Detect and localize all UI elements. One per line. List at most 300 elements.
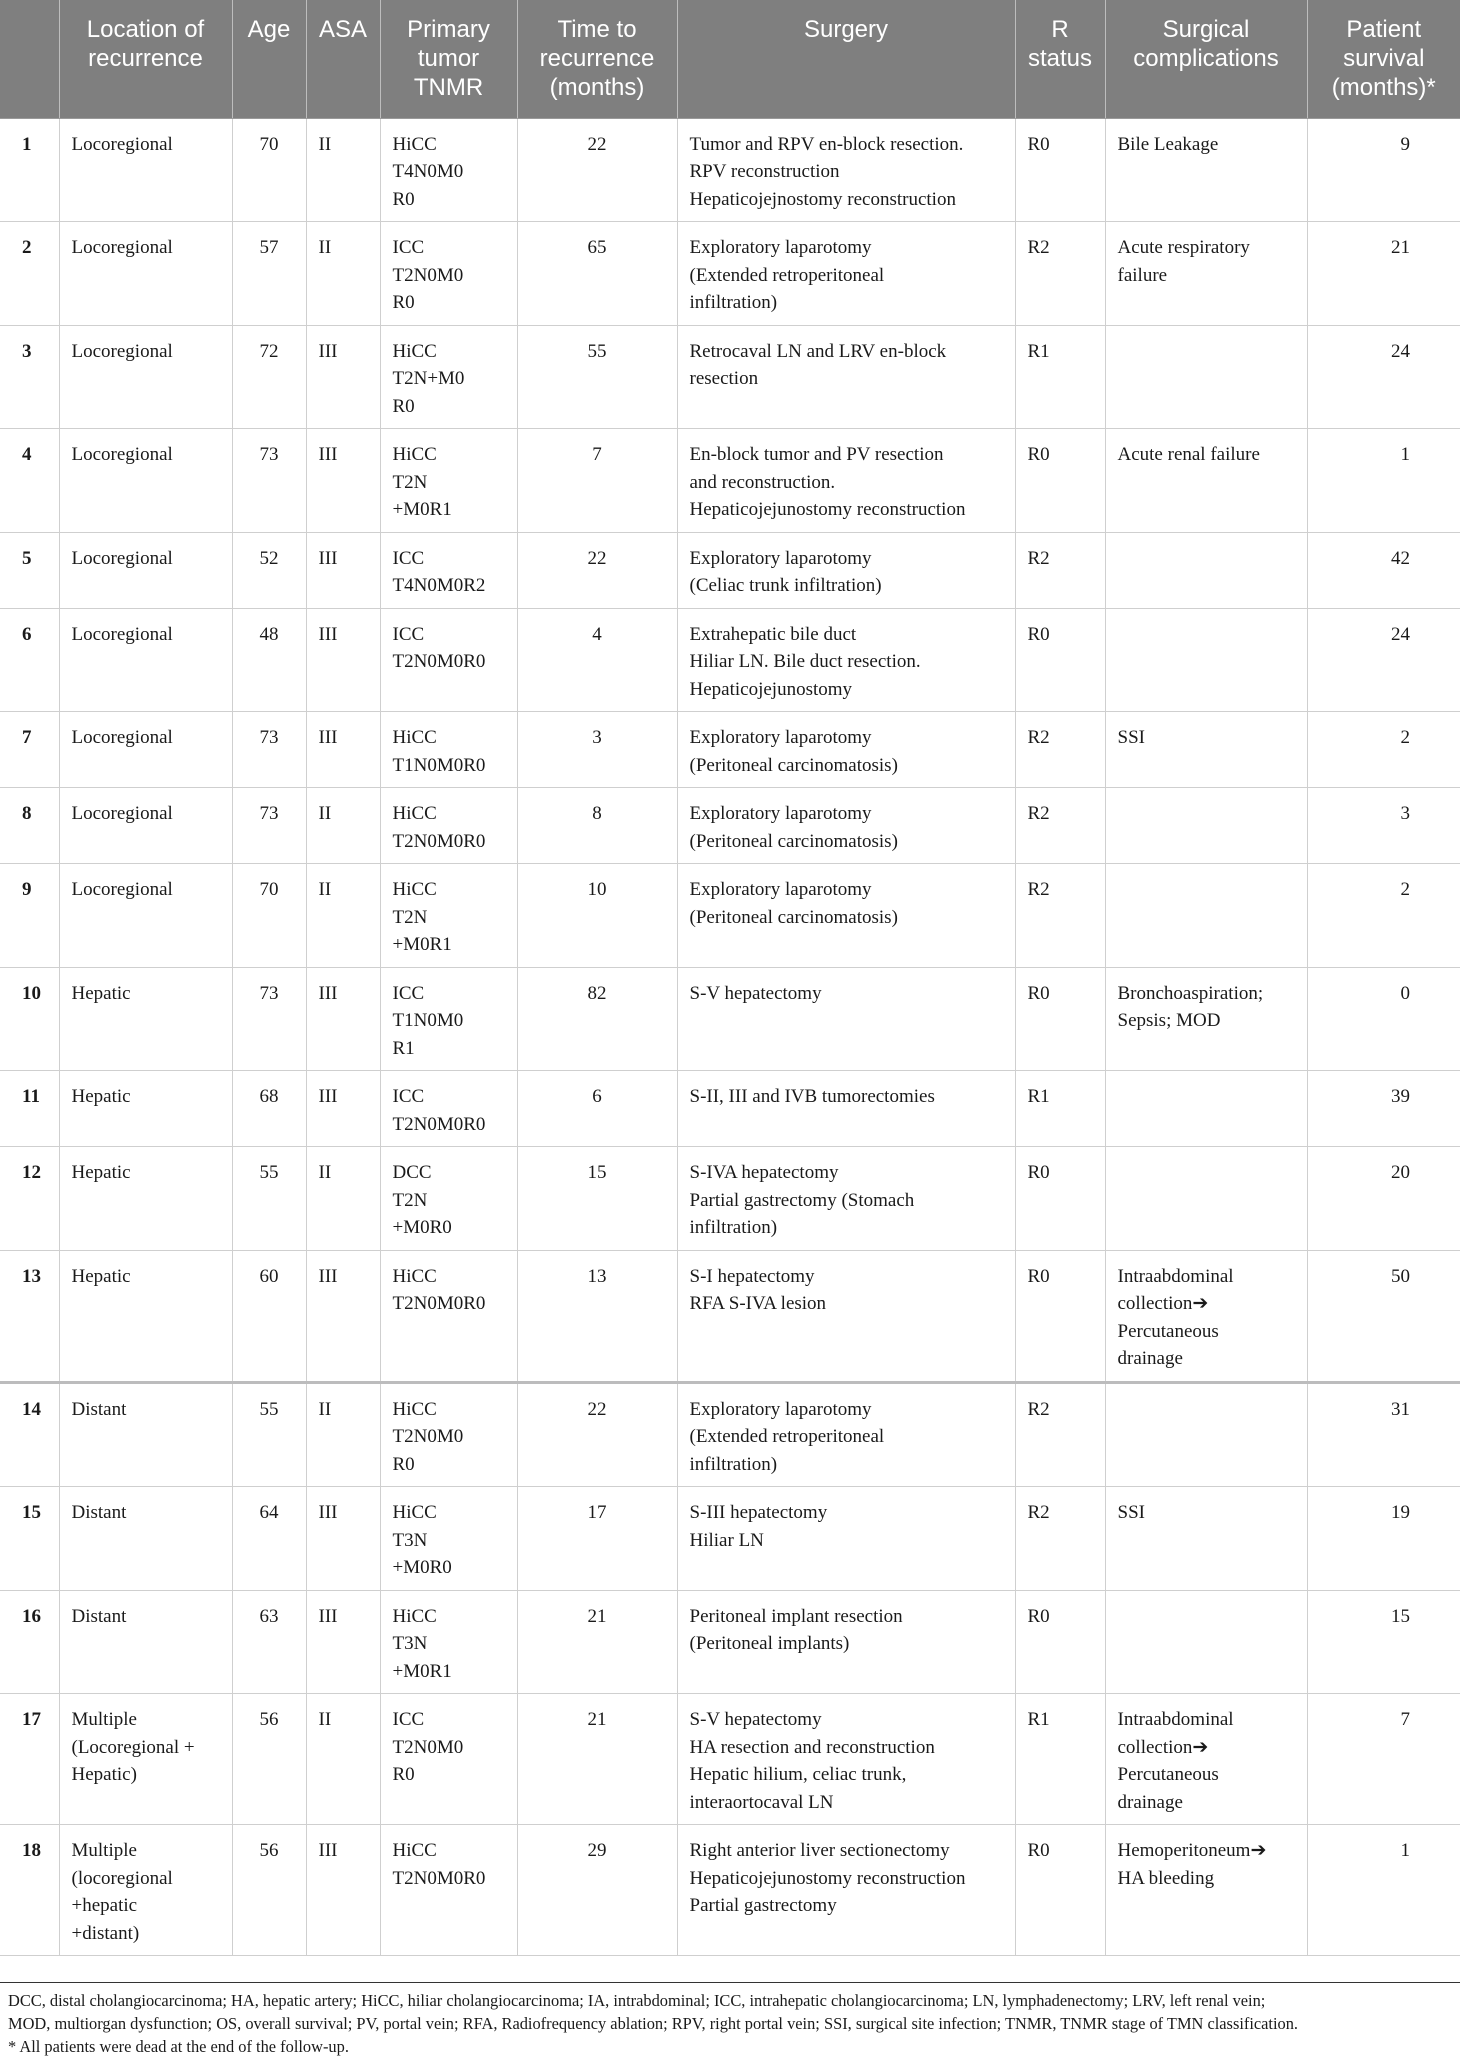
cell-survival: 50: [1307, 1250, 1460, 1382]
cell-age: 60: [232, 1250, 306, 1382]
cell-time-to-recurrence: 3: [517, 712, 677, 788]
cell-time-to-recurrence: 15: [517, 1147, 677, 1251]
cell-complications: [1105, 222, 1307, 326]
cell-asa: II: [306, 864, 380, 968]
cell-tnmr-line: HiCC: [392, 133, 437, 155]
cell-surgery: [677, 1250, 1015, 1382]
cell-location: [59, 712, 232, 788]
table-row: [0, 325, 1460, 429]
cell-location: [59, 864, 232, 968]
cell-surgery-line: Retrocaval LN and LRV en-block: [689, 340, 947, 362]
cell-tnmr-line: T2N0M0R0: [392, 830, 486, 852]
table-row: [0, 532, 1460, 608]
cell-location-line: Distant: [71, 1502, 127, 1523]
cell-time-to-recurrence: 7: [517, 429, 677, 533]
cell-surgery-line: Exploratory laparotomy: [689, 879, 872, 900]
table-row: [0, 1382, 1460, 1487]
cell-surgery: [677, 967, 1015, 1071]
table-row: [0, 429, 1460, 533]
cell-surgery-line: S-V hepatectomy: [689, 1709, 822, 1730]
cell-surgery-line: Tumor and RPV en-block resection.: [689, 133, 964, 155]
cell-complications-line: Hemoperitoneum➔: [1117, 1840, 1267, 1861]
cell-tnmr: [380, 712, 517, 788]
cell-row-number: 16: [0, 1590, 59, 1694]
cell-surgery-line: and reconstruction.: [689, 471, 836, 493]
cell-survival: 21: [1307, 222, 1460, 326]
cell-complications-line: Acute renal failure: [1117, 444, 1260, 465]
cell-surgery: [677, 1147, 1015, 1251]
cell-tnmr-line: HiCC: [392, 879, 437, 900]
cell-location-line: Locoregional: [71, 623, 173, 645]
cell-r-status: R2: [1015, 532, 1105, 608]
cell-surgery-line: infiltration): [689, 1217, 778, 1238]
cell-age: 73: [232, 967, 306, 1071]
cell-age: 72: [232, 325, 306, 429]
cell-asa: II: [306, 1694, 380, 1825]
cell-r-status: R2: [1015, 864, 1105, 968]
cell-location: [59, 1590, 232, 1694]
cell-location: [59, 608, 232, 712]
cell-row-number: 4: [0, 429, 59, 533]
cell-tnmr-line: T2N: [392, 906, 428, 928]
cell-tnmr: [380, 325, 517, 429]
cell-surgery-line: (Extended retroperitoneal: [689, 1426, 885, 1447]
cell-surgery-line: (Extended retroperitoneal: [689, 264, 885, 286]
cell-complications-line: collection➔: [1117, 1293, 1209, 1314]
cell-age: 48: [232, 608, 306, 712]
table-row: [0, 1071, 1460, 1147]
cell-tnmr-line: T2N0M0: [392, 1736, 464, 1758]
table-row: [0, 222, 1460, 326]
cell-asa: II: [306, 1147, 380, 1251]
cell-surgery-line: Hepaticojejunostomy: [689, 678, 853, 700]
cell-tnmr-line: T2N0M0: [392, 264, 464, 286]
cell-time-to-recurrence: 4: [517, 608, 677, 712]
cell-tnmr-line: +M0R1: [392, 1660, 452, 1682]
cell-tnmr: [380, 1694, 517, 1825]
table-row: [0, 1250, 1460, 1382]
cell-r-status: R1: [1015, 1694, 1105, 1825]
cell-location-line: Hepatic: [71, 1162, 131, 1183]
cell-surgery-line: (Peritoneal carcinomatosis): [689, 830, 898, 852]
cell-location-line: (Locoregional +: [71, 1736, 195, 1758]
cell-time-to-recurrence: 17: [517, 1487, 677, 1591]
cell-tnmr: [380, 788, 517, 864]
cell-r-status: R0: [1015, 608, 1105, 712]
cell-row-number: 8: [0, 788, 59, 864]
cell-survival: 24: [1307, 608, 1460, 712]
cell-r-status: R1: [1015, 325, 1105, 429]
cell-surgery-line: Hiliar LN. Bile duct resection.: [689, 651, 921, 672]
header-age: Age: [232, 0, 306, 118]
cell-location-line: Hepatic: [71, 1086, 131, 1107]
cell-location-line: +distant): [71, 1922, 140, 1944]
cell-location-line: Locoregional: [71, 803, 173, 824]
cell-surgery-line: S-IVA hepatectomy: [689, 1162, 839, 1183]
cell-asa: II: [306, 1382, 380, 1487]
cell-location-line: Locoregional: [71, 879, 173, 900]
cell-tnmr-line: T2N: [392, 471, 428, 493]
cell-tnmr-line: HiCC: [392, 1502, 437, 1523]
cell-complications: [1105, 1250, 1307, 1382]
cell-row-number: 2: [0, 222, 59, 326]
cell-complications: [1105, 1590, 1307, 1694]
header-row: [0, 0, 1460, 118]
cell-complications-line: Intraabdominal: [1117, 1709, 1234, 1730]
cell-tnmr: [380, 1147, 517, 1251]
cell-time-to-recurrence: 82: [517, 967, 677, 1071]
header-survival: Patient survival (months)*: [1307, 0, 1460, 118]
table-row: [0, 864, 1460, 968]
cell-tnmr-line: T2N0M0R0: [392, 1113, 486, 1135]
cell-time-to-recurrence: 13: [517, 1250, 677, 1382]
cell-complications: [1105, 1382, 1307, 1487]
cell-location: [59, 1825, 232, 1956]
cell-complications: [1105, 1825, 1307, 1956]
cell-row-number: 6: [0, 608, 59, 712]
cell-row-number: 3: [0, 325, 59, 429]
cell-complications: [1105, 864, 1307, 968]
cell-surgery: [677, 1590, 1015, 1694]
cell-location-line: Multiple: [71, 1840, 137, 1861]
cell-tnmr-line: T4N0M0: [392, 161, 464, 182]
cell-surgery: [677, 608, 1015, 712]
cell-surgery-line: HA resection and reconstruction: [689, 1736, 935, 1758]
cell-surgery-line: (Celiac trunk infiltration): [689, 575, 882, 596]
cell-tnmr-line: T4N0M0R2: [392, 575, 486, 596]
cell-location-line: Multiple: [71, 1709, 137, 1730]
cell-tnmr-line: ICC: [392, 982, 425, 1004]
cell-time-to-recurrence: 22: [517, 118, 677, 222]
cell-survival: 7: [1307, 1694, 1460, 1825]
cell-tnmr-line: T3N: [392, 1529, 428, 1551]
cell-surgery: [677, 1071, 1015, 1147]
cell-survival: 2: [1307, 864, 1460, 968]
table-row: [0, 1825, 1460, 1956]
cell-location-line: Hepatic: [71, 982, 131, 1004]
cell-r-status: R2: [1015, 1487, 1105, 1591]
cell-tnmr-line: HiCC: [392, 1840, 437, 1861]
cell-row-number: 13: [0, 1250, 59, 1382]
cell-tnmr-line: R0: [392, 292, 415, 313]
cell-time-to-recurrence: 21: [517, 1694, 677, 1825]
cell-complications-line: Intraabdominal: [1117, 1265, 1234, 1287]
cell-location-line: Locoregional: [71, 727, 173, 748]
cell-surgery-line: RFA S-IVA lesion: [689, 1293, 827, 1314]
cell-row-number: 7: [0, 712, 59, 788]
cell-location-line: Distant: [71, 1605, 127, 1627]
cell-tnmr: [380, 1825, 517, 1956]
cell-r-status: R0: [1015, 1250, 1105, 1382]
cell-surgery-line: Hepaticojejnostomy reconstruction: [689, 188, 956, 210]
cell-survival: 9: [1307, 118, 1460, 222]
cell-location: [59, 429, 232, 533]
cell-row-number: 1: [0, 118, 59, 222]
table-row: [0, 1694, 1460, 1825]
cell-row-number: 5: [0, 532, 59, 608]
cell-location-line: Distant: [71, 1398, 127, 1420]
cell-location-line: Locoregional: [71, 133, 173, 155]
cell-asa: III: [306, 967, 380, 1071]
cell-complications-line: drainage: [1117, 1348, 1183, 1369]
cell-survival: 1: [1307, 1825, 1460, 1956]
cell-complications: [1105, 608, 1307, 712]
cell-age: 73: [232, 712, 306, 788]
cell-tnmr-line: HiCC: [392, 803, 437, 824]
header-index: [0, 0, 59, 118]
cell-complications-line: SSI: [1117, 727, 1145, 748]
cell-r-status: R0: [1015, 1590, 1105, 1694]
cell-survival: 0: [1307, 967, 1460, 1071]
cell-location-line: Locoregional: [71, 444, 173, 465]
cell-location-line: +hepatic: [71, 1895, 138, 1916]
table-row: [0, 967, 1460, 1071]
cell-surgery-line: Exploratory laparotomy: [689, 1398, 872, 1420]
cell-r-status: R0: [1015, 429, 1105, 533]
cell-surgery: [677, 1382, 1015, 1487]
cell-tnmr-line: T2N0M0R0: [392, 651, 486, 672]
cell-survival: 2: [1307, 712, 1460, 788]
cell-surgery-line: RPV reconstruction: [689, 161, 840, 182]
cell-location-line: Locoregional: [71, 237, 173, 258]
cell-tnmr-line: HiCC: [392, 340, 437, 362]
cell-tnmr-line: T2N0M0: [392, 1426, 464, 1447]
header-complications: Surgical complications: [1105, 0, 1307, 118]
cell-age: 68: [232, 1071, 306, 1147]
cell-tnmr-line: HiCC: [392, 1265, 437, 1287]
cell-survival: 42: [1307, 532, 1460, 608]
table-row: [0, 608, 1460, 712]
cell-tnmr-line: T2N+M0: [392, 368, 465, 389]
cell-complications-line: SSI: [1117, 1502, 1145, 1523]
cell-survival: 3: [1307, 788, 1460, 864]
cell-location: [59, 1250, 232, 1382]
cell-surgery-line: infiltration): [689, 1453, 778, 1475]
cell-complications: [1105, 1071, 1307, 1147]
cell-tnmr-line: R0: [392, 188, 415, 210]
cell-survival: 31: [1307, 1382, 1460, 1487]
cell-surgery-line: interaortocaval LN: [689, 1791, 834, 1813]
cell-complications: [1105, 967, 1307, 1071]
cell-time-to-recurrence: 8: [517, 788, 677, 864]
cell-surgery-line: S-I hepatectomy: [689, 1265, 815, 1287]
cell-age: 55: [232, 1147, 306, 1251]
table-footnote: [0, 1982, 1460, 2058]
cell-surgery: [677, 325, 1015, 429]
cell-location-line: (locoregional: [71, 1867, 173, 1889]
cell-surgery: [677, 532, 1015, 608]
cell-tnmr-line: R0: [392, 1453, 415, 1475]
cell-tnmr-line: T3N: [392, 1633, 428, 1654]
cell-surgery: [677, 1825, 1015, 1956]
cell-surgery-line: Extrahepatic bile duct: [689, 623, 857, 645]
cell-age: 57: [232, 222, 306, 326]
cell-tnmr-line: ICC: [392, 623, 425, 645]
header-tnmr: Primary tumor TNMR: [380, 0, 517, 118]
cell-location: [59, 1071, 232, 1147]
cell-survival: 39: [1307, 1071, 1460, 1147]
cell-time-to-recurrence: 65: [517, 222, 677, 326]
cell-location-line: Hepatic: [71, 1265, 131, 1287]
cell-row-number: 11: [0, 1071, 59, 1147]
cell-survival: 20: [1307, 1147, 1460, 1251]
cell-surgery: [677, 1694, 1015, 1825]
cell-time-to-recurrence: 22: [517, 532, 677, 608]
cell-surgery-line: Exploratory laparotomy: [689, 727, 872, 748]
cell-age: 64: [232, 1487, 306, 1591]
cell-location-line: Hepatic): [71, 1764, 137, 1785]
table-row: [0, 712, 1460, 788]
cell-age: 56: [232, 1694, 306, 1825]
cell-time-to-recurrence: 29: [517, 1825, 677, 1956]
table-row: [0, 1487, 1460, 1591]
cell-complications-line: failure: [1117, 264, 1168, 286]
footnote-abbreviations-2: MOD, multiorgan dysfunction; OS, overall survival; PV, portal vein; RFA, Radiofrequency ablation; RPV, right portal vein; SSI, surgical site infection; TNMR, TNMR stage of TMN classification.: [8, 2014, 1299, 2033]
cell-tnmr-line: +M0R1: [392, 499, 452, 520]
cell-complications: [1105, 1147, 1307, 1251]
cell-surgery-line: (Peritoneal implants): [689, 1633, 850, 1654]
cell-complications: [1105, 788, 1307, 864]
cell-asa: III: [306, 712, 380, 788]
cell-location: [59, 788, 232, 864]
cell-tnmr-line: R0: [392, 1764, 415, 1785]
cell-surgery: [677, 1487, 1015, 1591]
cell-asa: III: [306, 1590, 380, 1694]
footnote-asterisk: * All patients were dead at the end of the follow-up.: [8, 2037, 349, 2056]
cell-tnmr: [380, 967, 517, 1071]
cell-surgery-line: Exploratory laparotomy: [689, 803, 872, 824]
cell-location: [59, 1382, 232, 1487]
cell-complications: [1105, 429, 1307, 533]
cell-complications-line: drainage: [1117, 1791, 1183, 1813]
cell-tnmr: [380, 1250, 517, 1382]
cell-tnmr: [380, 608, 517, 712]
cell-row-number: 10: [0, 967, 59, 1071]
cell-age: 55: [232, 1382, 306, 1487]
table-header: [0, 0, 1460, 118]
cell-asa: II: [306, 118, 380, 222]
cell-row-number: 9: [0, 864, 59, 968]
cell-tnmr-line: HiCC: [392, 727, 437, 748]
cell-surgery: [677, 864, 1015, 968]
cell-surgery-line: Hepatic hilium, celiac trunk,: [689, 1764, 907, 1785]
cell-location: [59, 532, 232, 608]
cell-complications-line: HA bleeding: [1117, 1867, 1215, 1889]
cell-complications-line: Acute respiratory: [1117, 237, 1250, 258]
cell-row-number: 15: [0, 1487, 59, 1591]
cell-time-to-recurrence: 55: [517, 325, 677, 429]
cell-r-status: R0: [1015, 967, 1105, 1071]
cell-complications-line: Sepsis; MOD: [1117, 1010, 1221, 1031]
cell-asa: III: [306, 1825, 380, 1956]
cell-asa: III: [306, 532, 380, 608]
footnote-abbreviations-1: DCC, distal cholangiocarcinoma; HA, hepatic artery; HiCC, hiliar cholangiocarcinoma; IA, intrabdominal; ICC, intrahepatic cholangiocarcinoma; LN, lymphadenectomy; LRV, left renal vein;: [8, 1991, 1266, 2010]
cell-tnmr-line: DCC: [392, 1162, 432, 1183]
table-row: [0, 1147, 1460, 1251]
cell-surgery-line: S-III hepatectomy: [689, 1502, 828, 1523]
cell-complications: [1105, 532, 1307, 608]
cell-surgery-line: (Peritoneal carcinomatosis): [689, 754, 898, 776]
cell-surgery: [677, 429, 1015, 533]
cell-tnmr-line: T1N0M0: [392, 1010, 464, 1031]
cell-tnmr-line: T2N0M0R0: [392, 1293, 486, 1314]
cell-complications-line: Percutaneous: [1117, 1320, 1219, 1342]
cell-r-status: R2: [1015, 1382, 1105, 1487]
cell-asa: III: [306, 429, 380, 533]
cell-tnmr: [380, 1590, 517, 1694]
cell-surgery-line: (Peritoneal carcinomatosis): [689, 906, 898, 928]
cell-complications: [1105, 1487, 1307, 1591]
cell-survival: 1: [1307, 429, 1460, 533]
cell-surgery-line: Exploratory laparotomy: [689, 237, 872, 258]
table-row: [0, 788, 1460, 864]
cell-asa: III: [306, 325, 380, 429]
cell-age: 70: [232, 864, 306, 968]
cell-tnmr: [380, 429, 517, 533]
cell-surgery-line: Hepaticojejunostomy reconstruction: [689, 1867, 966, 1889]
cell-complications: [1105, 325, 1307, 429]
cell-surgery-line: infiltration): [689, 292, 778, 313]
cell-asa: II: [306, 222, 380, 326]
cell-complications-line: Bile Leakage: [1117, 133, 1219, 155]
cell-r-status: R0: [1015, 1825, 1105, 1956]
cell-surgery-line: Hiliar LN: [689, 1529, 764, 1551]
cell-survival: 15: [1307, 1590, 1460, 1694]
cell-row-number: 17: [0, 1694, 59, 1825]
cell-complications: [1105, 1694, 1307, 1825]
cell-age: 73: [232, 788, 306, 864]
cell-complications-line: Percutaneous: [1117, 1764, 1219, 1785]
header-asa: ASA: [306, 0, 380, 118]
cell-surgery: [677, 222, 1015, 326]
cell-surgery-line: Exploratory laparotomy: [689, 547, 872, 569]
cell-r-status: R2: [1015, 788, 1105, 864]
table-row: [0, 1590, 1460, 1694]
cell-tnmr-line: +M0R0: [392, 1557, 452, 1578]
cell-tnmr: [380, 864, 517, 968]
cell-surgery-line: Peritoneal implant resection: [689, 1605, 903, 1627]
cell-tnmr: [380, 1382, 517, 1487]
cell-asa: III: [306, 608, 380, 712]
cell-complications-line: collection➔: [1117, 1736, 1209, 1758]
cell-row-number: 14: [0, 1382, 59, 1487]
cell-tnmr: [380, 118, 517, 222]
cell-surgery-line: Right anterior liver sectionectomy: [689, 1840, 950, 1861]
cell-age: 70: [232, 118, 306, 222]
cell-tnmr-line: HiCC: [392, 444, 437, 465]
cell-r-status: R2: [1015, 712, 1105, 788]
cell-tnmr-line: T1N0M0R0: [392, 754, 486, 776]
cell-location: [59, 325, 232, 429]
cell-surgery-line: resection: [689, 368, 759, 389]
cell-tnmr-line: R1: [392, 1037, 415, 1059]
cell-r-status: R1: [1015, 1071, 1105, 1147]
cell-complications: [1105, 712, 1307, 788]
cell-asa: III: [306, 1487, 380, 1591]
cell-tnmr-line: T2N0M0R0: [392, 1867, 486, 1889]
cell-location-line: Locoregional: [71, 547, 173, 569]
cell-complications: [1105, 118, 1307, 222]
cell-location-line: Locoregional: [71, 340, 173, 362]
cell-tnmr-line: ICC: [392, 237, 425, 258]
cell-age: 73: [232, 429, 306, 533]
cell-asa: III: [306, 1250, 380, 1382]
cell-location: [59, 1147, 232, 1251]
cell-tnmr: [380, 1487, 517, 1591]
cell-surgery: [677, 712, 1015, 788]
cell-tnmr-line: HiCC: [392, 1398, 437, 1420]
cell-location: [59, 967, 232, 1071]
